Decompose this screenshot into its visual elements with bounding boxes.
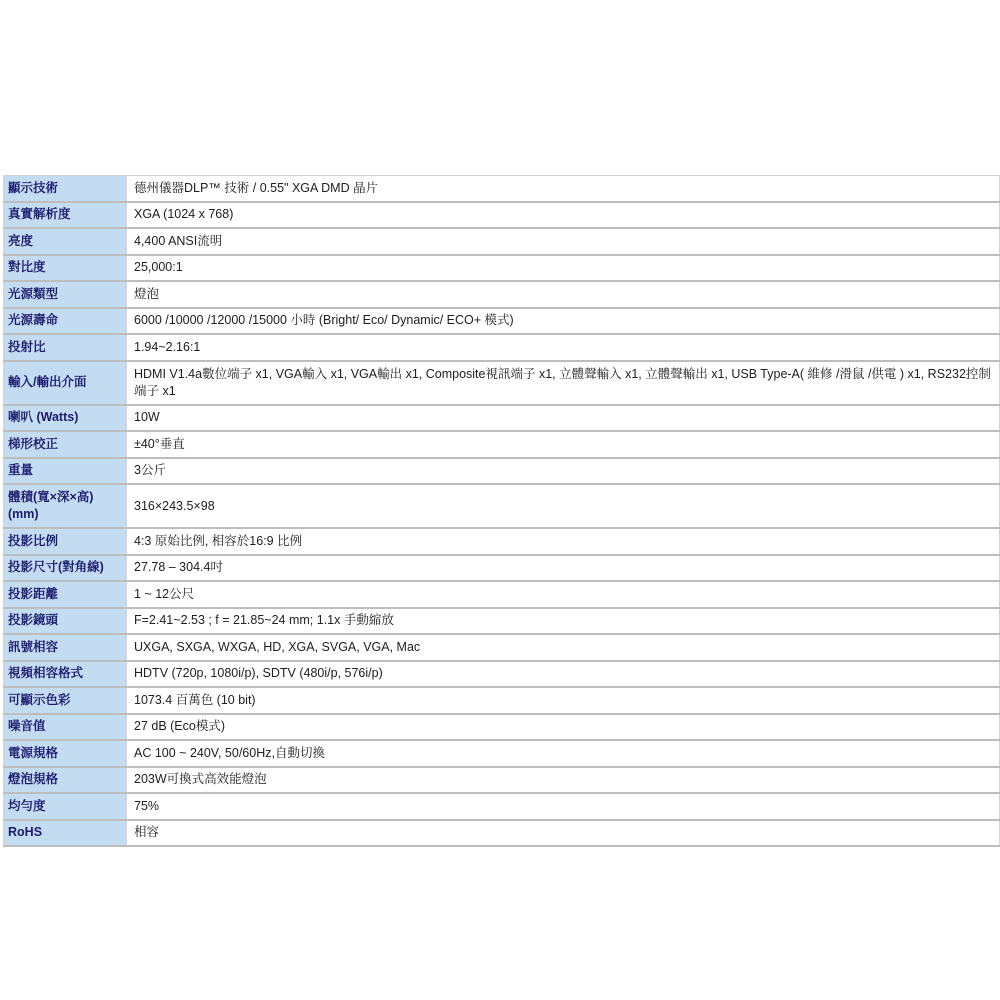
spec-value: 1 ~ 12公尺: [127, 581, 1000, 608]
spec-value: ±40°垂直: [127, 431, 1000, 458]
spec-value: 德州儀器DLP™ 技術 / 0.55" XGA DMD 晶片: [127, 176, 1000, 202]
table-row: [4, 740, 1000, 767]
spec-value: 25,000:1: [127, 255, 1000, 282]
spec-label: 均勻度: [4, 793, 127, 820]
spec-value: 203W可換式高效能燈泡: [127, 767, 1000, 794]
spec-label: 電源規格: [4, 740, 127, 767]
spec-label: 對比度: [4, 255, 127, 282]
table-row: [4, 484, 1000, 528]
spec-label: 可顯示色彩: [4, 687, 127, 714]
spec-value: 4,400 ANSI流明: [127, 228, 1000, 255]
spec-value: 75%: [127, 793, 1000, 820]
spec-label: 真實解析度: [4, 202, 127, 229]
spec-table: [3, 175, 1000, 847]
spec-value: F=2.41~2.53 ; f = 21.85~24 mm; 1.1x 手動縮放: [127, 608, 1000, 635]
table-row: [4, 608, 1000, 635]
spec-value: 燈泡: [127, 281, 1000, 308]
spec-value: UXGA, SXGA, WXGA, HD, XGA, SVGA, VGA, Mac: [127, 634, 1000, 661]
table-row: [4, 458, 1000, 485]
table-row: [4, 255, 1000, 282]
spec-label: 投影鏡頭: [4, 608, 127, 635]
table-row: [4, 581, 1000, 608]
spec-value: 相容: [127, 820, 1000, 847]
spec-label: 梯形校正: [4, 431, 127, 458]
table-row: [4, 687, 1000, 714]
table-row: [4, 176, 1000, 202]
spec-label: 喇叭 (Watts): [4, 405, 127, 432]
spec-value: HDTV (720p, 1080i/p), SDTV (480i/p, 576i/p): [127, 661, 1000, 688]
table-row: [4, 661, 1000, 688]
table-row: [4, 228, 1000, 255]
spec-value: AC 100 ~ 240V, 50/60Hz,自動切換: [127, 740, 1000, 767]
spec-label: 光源壽命: [4, 308, 127, 335]
spec-value: 3公斤: [127, 458, 1000, 485]
spec-value: 1.94~2.16:1: [127, 334, 1000, 361]
table-row: [4, 431, 1000, 458]
spec-label: 投影距離: [4, 581, 127, 608]
spec-label: 噪音值: [4, 714, 127, 741]
spec-value: HDMI V1.4a數位端子 x1, VGA輸入 x1, VGA輸出 x1, Composite視訊端子 x1, 立體聲輸入 x1, 立體聲輸出 x1, USB Type-A( 維修 /滑鼠 /供電 ) x1, RS232控制端子 x1: [127, 361, 1000, 405]
table-row: [4, 202, 1000, 229]
spec-label: 視頻相容格式: [4, 661, 127, 688]
spec-label: 投影尺寸(對角線): [4, 555, 127, 582]
table-row: [4, 334, 1000, 361]
spec-label: 輸入/輸出介面: [4, 361, 127, 405]
table-row: [4, 555, 1000, 582]
spec-label: 訊號相容: [4, 634, 127, 661]
table-row: [4, 793, 1000, 820]
table-row: [4, 361, 1000, 405]
spec-label: 顯示技術: [4, 176, 127, 202]
table-row: [4, 528, 1000, 555]
table-row: [4, 820, 1000, 847]
spec-label: 投影比例: [4, 528, 127, 555]
spec-label: 亮度: [4, 228, 127, 255]
spec-value: 1073.4 百萬色 (10 bit): [127, 687, 1000, 714]
table-row: [4, 634, 1000, 661]
spec-value: XGA (1024 x 768): [127, 202, 1000, 229]
spec-value: 27 dB (Eco模式): [127, 714, 1000, 741]
spec-label: RoHS: [4, 820, 127, 847]
spec-value: 4:3 原始比例, 相容於16:9 比例: [127, 528, 1000, 555]
spec-value: 27.78 – 304.4吋: [127, 555, 1000, 582]
table-row: [4, 405, 1000, 432]
spec-label: 體積(寬×深×高)(mm): [4, 484, 127, 528]
spec-label: 光源類型: [4, 281, 127, 308]
table-row: [4, 767, 1000, 794]
spec-label: 重量: [4, 458, 127, 485]
table-row: [4, 281, 1000, 308]
spec-value: 316×243.5×98: [127, 484, 1000, 528]
spec-value: 10W: [127, 405, 1000, 432]
table-row: [4, 714, 1000, 741]
spec-label: 投射比: [4, 334, 127, 361]
spec-value: 6000 /10000 /12000 /15000 小時 (Bright/ Eco/ Dynamic/ ECO+ 模式): [127, 308, 1000, 335]
spec-label: 燈泡規格: [4, 767, 127, 794]
table-row: [4, 308, 1000, 335]
